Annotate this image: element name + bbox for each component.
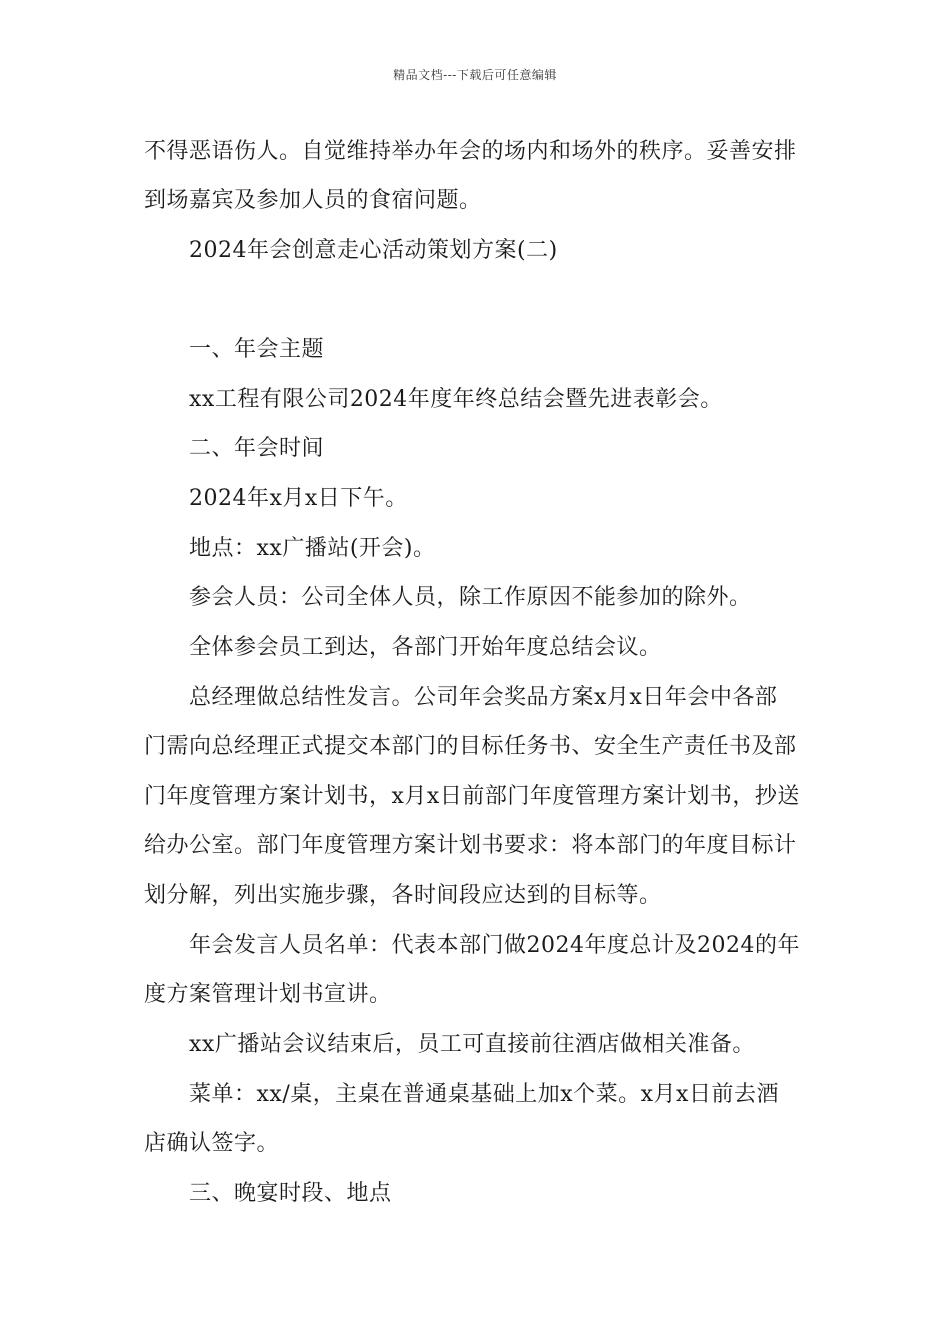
heading-dinner: 三、晚宴时段、地点 (189, 1181, 392, 1206)
heading-theme: 一、年会主题 (189, 337, 325, 362)
text-line: 年会发言人员名单：代表本部门做2024年度总计及2024的年 (189, 933, 800, 958)
text-line: 门年度管理方案计划书，x月x日前部门年度管理方案计划书，抄送 (144, 784, 800, 809)
heading-time: 二、年会时间 (189, 436, 325, 461)
text-line: 度方案管理计划书宣讲。 (144, 982, 392, 1007)
text-line: xx广播站会议结束后，员工可直接前往酒店做相关准备。 (189, 1032, 755, 1057)
text-line: 到场嘉宾及参加人员的食宿问题。 (144, 188, 482, 213)
text-line: 给办公室。部门年度管理方案计划书要求：将本部门的年度目标计 (144, 833, 797, 858)
text-line: 地点：xx广播站(开会)。 (189, 536, 436, 561)
text-line: xx工程有限公司2024年度年终总结会暨先进表彰会。 (189, 387, 723, 412)
text-line: 不得恶语伤人。自觉维持举办年会的场内和场外的秩序。妥善安排 (144, 139, 797, 164)
text-line: 总经理做总结性发言。公司年会奖品方案x月x日年会中各部 (189, 685, 778, 710)
text-line: 菜单：xx/桌，主桌在普通桌基础上加x个菜。x月x日前去酒 (189, 1082, 779, 1107)
page-header: 精品文档---下载后可任意编辑 (393, 68, 557, 82)
text-line: 2024年x月x日下午。 (189, 486, 408, 511)
text-line: 划分解，列出实施步骤，各时间段应达到的目标等。 (144, 883, 662, 908)
text-line: 门需向总经理正式提交本部门的目标任务书、安全生产责任书及部 (144, 734, 797, 759)
text-line: 店确认签字。 (144, 1131, 280, 1156)
text-line: 全体参会员工到达，各部门开始年度总结会议。 (189, 635, 662, 660)
section-title: 2024年会创意走心活动策划方案(二) (189, 238, 558, 263)
text-line: 参会人员：公司全体人员，除工作原因不能参加的除外。 (189, 585, 752, 610)
